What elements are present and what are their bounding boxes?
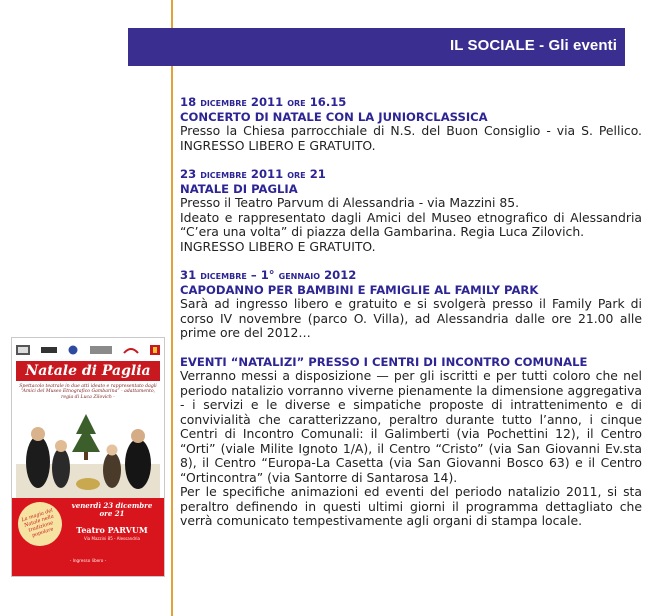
- nativity-scene-illustration: [16, 404, 160, 498]
- event-poster: [11, 337, 165, 577]
- sponsor-logo-icon: [16, 345, 30, 355]
- section-header: [128, 28, 625, 66]
- poster-note: - Ingresso libero -: [69, 558, 107, 563]
- poster-title: Natale di Paglia: [16, 361, 160, 381]
- poster-description: Spettacolo teatrale in due atti ideato e rappresentato dagli “Amici del Museo Etnografico Gambarina” - adattamento, regia di Luca Zilovich -: [19, 384, 157, 400]
- poster-venue: Teatro PARVUM: [76, 525, 148, 535]
- event-title: CONCERTO DI NATALE CON LA JUNIORCLASSICA: [180, 109, 488, 124]
- event-title: NATALE DI PAGLIA: [180, 181, 298, 196]
- event-title: EVENTI “NATALIZI” PRESSO I CENTRI DI INCONTRO COMUNALE: [180, 354, 588, 369]
- event-item: [180, 95, 642, 153]
- sponsor-logo-icon: [123, 345, 139, 355]
- section-title: IL SOCIALE - Gli eventi: [449, 37, 617, 54]
- event-description: Verranno messi a disposizione — per gli iscritti e per tutti coloro che nel periodo natalizio vorranno viverne pienamente la dimensione aggregativa - i servizi e le diverse e simpatiche proposte di intrattenimento e di convivialità che caratterizzano, peraltro durante tutto l’anno, i cinque Centri di Incontro Comunali: il Galimberti (via Pochettini 12), il Centro “Orti” (viale Milite Ignoto 1/A), il Centro “Cristo” (via San Giovanni Ev.sta 8), il Centro “Europa-La Casetta (via San Giovanni Bosco 63) e il Centro “Ortincontra” (via Santorre di Santarosa 14). Per le specifiche animazioni ed eventi del periodo natalizio 2011, si sta peraltro definendo in questi ultimi giorni il programma dettagliato che verrà comunicato tempestivamente agli organi di stampa locale.: [180, 368, 642, 528]
- events-list: [180, 95, 642, 543]
- event-item: [180, 167, 642, 254]
- event-date: 23 dicembre 2011 ore 21: [180, 167, 326, 181]
- sponsor-logo-icon: [68, 345, 78, 355]
- event-item: [180, 355, 642, 529]
- event-title: CAPODANNO PER BAMBINI E FAMIGLIE AL FAMILY PARK: [180, 282, 539, 297]
- sponsor-logo-icon: [90, 345, 112, 355]
- event-description: Presso il Teatro Parvum di Alessandria - via Mazzini 85. Ideato e rappresentato dagli Amici del Museo etnografico di Alessandria “C’era una volta” di piazza della Gambarina. Regia Luca Zilovich. INGRESSO LIBERO E GRATUITO.: [180, 195, 642, 254]
- poster-badge: La magia del Natale nella tradizione popolare: [12, 496, 67, 551]
- sponsor-logo-icon: [150, 345, 160, 355]
- sponsor-logos: [16, 342, 160, 358]
- sponsor-logo-icon: [41, 345, 57, 355]
- poster-address: Via Mazzini 85 - Alessandria: [84, 536, 140, 541]
- poster-date: venerdì 23 dicembre ore 21: [71, 501, 153, 518]
- poster-footer: [12, 498, 164, 576]
- event-description: Sarà ad ingresso libero e gratuito e si svolgerà presso il Family Park di corso IV novembre (parco O. Villa), ad Alessandria dalle ore 21.00 alle prime ore del 2012…: [180, 296, 642, 340]
- event-description: Presso la Chiesa parrocchiale di N.S. del Buon Consiglio - via S. Pellico. INGRESSO LIBERO E GRATUITO.: [180, 123, 642, 153]
- event-date: 18 dicembre 2011 ore 16.15: [180, 95, 347, 109]
- page-vertical-rule: [171, 0, 173, 616]
- event-item: [180, 268, 642, 341]
- event-date: 31 dicembre – 1° gennaio 2012: [180, 268, 357, 282]
